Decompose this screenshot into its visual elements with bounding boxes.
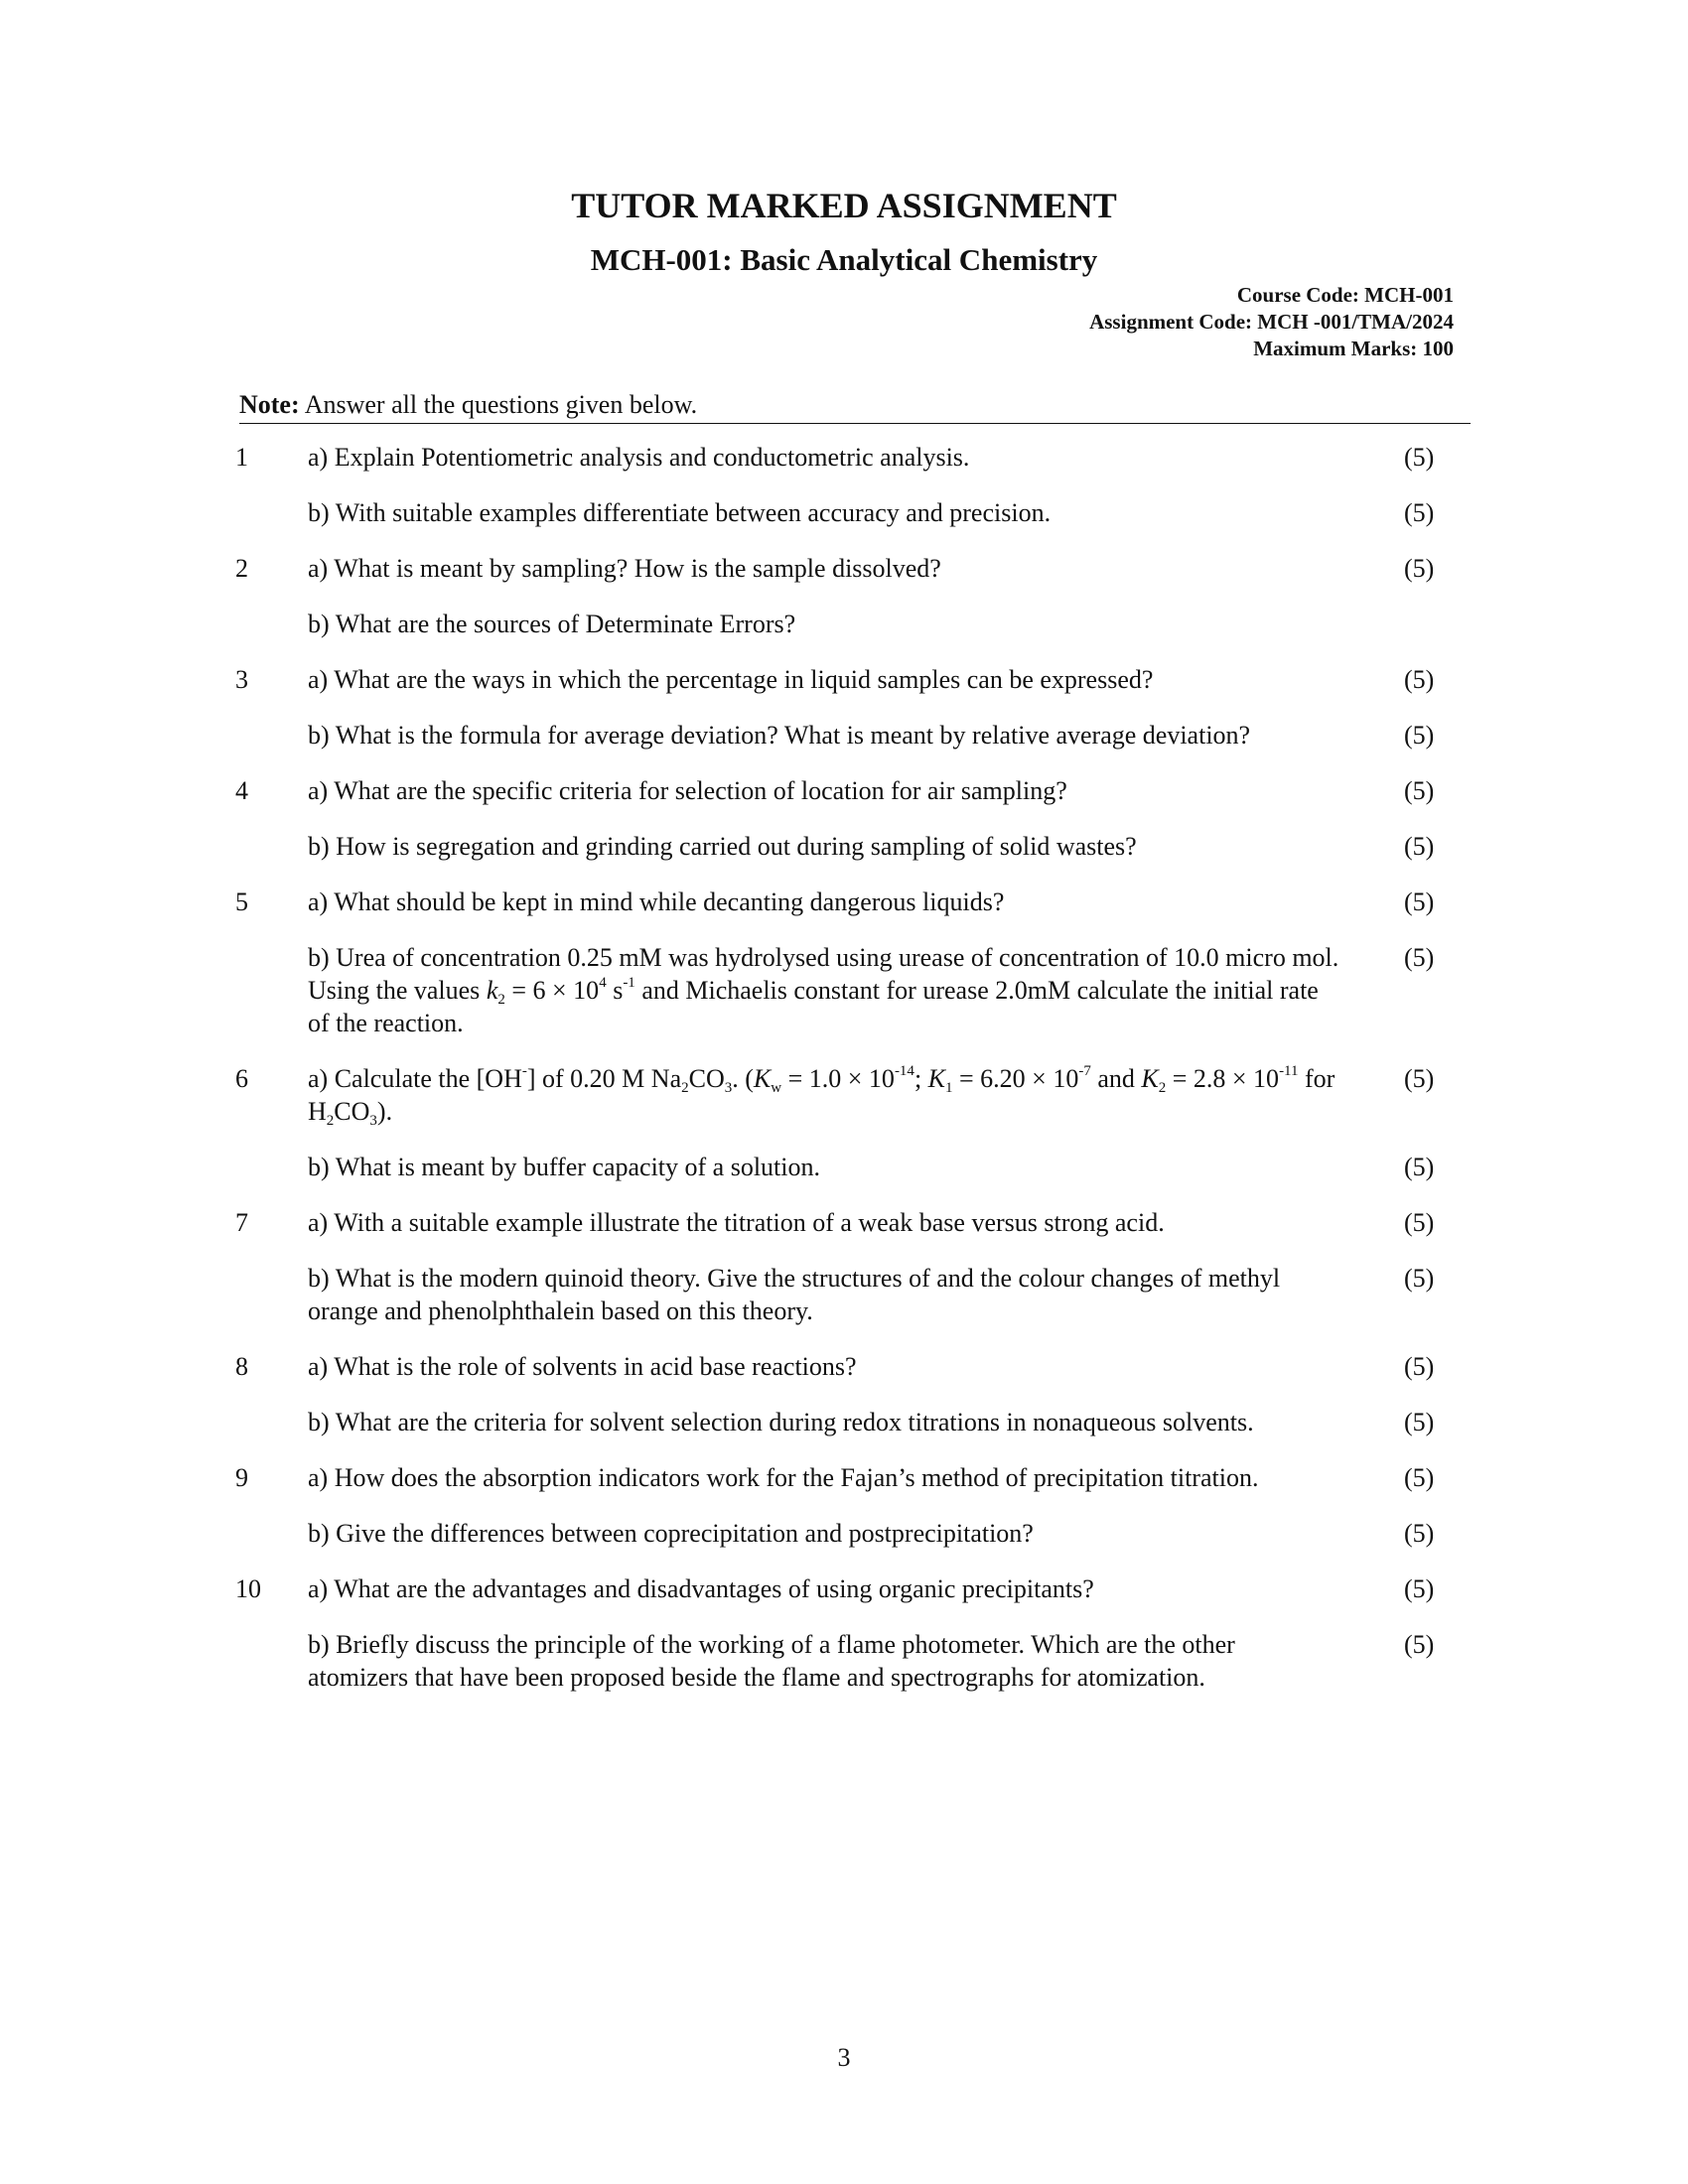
- question-part: [0, 1628, 1688, 1694]
- question-part: [0, 1062, 1688, 1128]
- question-part: [0, 496, 1688, 529]
- question-marks: (5): [1404, 1153, 1435, 1181]
- question-marks: (5): [1404, 943, 1435, 972]
- question-part: [0, 1517, 1688, 1550]
- question-list: [0, 441, 1688, 1716]
- question-text: b) With suitable examples differentiate between accuracy and precision.: [308, 498, 1052, 527]
- question-part: [0, 886, 1688, 918]
- question-text: a) What is the role of solvents in acid base reactions?: [308, 1352, 857, 1381]
- question-marks: (5): [1404, 887, 1435, 916]
- question-text: a) What are the ways in which the percentage in liquid samples can be expressed?: [308, 665, 1154, 694]
- maximum-marks: Maximum Marks: 100: [1253, 337, 1454, 360]
- question-part: [0, 608, 1688, 640]
- question-marks: (5): [1404, 443, 1435, 472]
- page-number: 3: [837, 2043, 851, 2072]
- course-title: MCH-001: Basic Analytical Chemistry: [590, 242, 1098, 277]
- question-part: [0, 1262, 1688, 1327]
- question-text: a) What are the specific criteria for selection of location for air sampling?: [308, 776, 1067, 805]
- assignment-code: Assignment Code: MCH -001/TMA/2024: [1089, 310, 1454, 334]
- question-marks: (5): [1404, 1208, 1435, 1237]
- note-label: Note:: [239, 390, 300, 419]
- question-marks: (5): [1404, 721, 1435, 750]
- question-marks: (5): [1404, 1574, 1435, 1603]
- question-number: 10: [235, 1574, 261, 1603]
- course-code: Course Code: MCH-001: [1236, 283, 1454, 307]
- question-marks: (5): [1404, 498, 1435, 527]
- note-text: Answer all the questions given below.: [304, 390, 698, 419]
- question-part: [0, 941, 1688, 1039]
- question-part: [0, 441, 1688, 474]
- question-text: b) What are the sources of Determinate Errors?: [308, 610, 796, 638]
- note: [239, 390, 697, 420]
- question-number: 7: [235, 1208, 248, 1237]
- question-text: b) How is segregation and grinding carried out during sampling of solid wastes?: [308, 832, 1137, 861]
- question-part: [0, 1151, 1688, 1183]
- question-text: a) What should be kept in mind while decanting dangerous liquids?: [308, 887, 1005, 916]
- question-part: [0, 1461, 1688, 1494]
- question-text: b) Briefly discuss the principle of the working of a flame photometer. Which are the other atomizers that have been proposed beside the flame and spectrographs for atomization.: [308, 1630, 1235, 1692]
- question-marks: (5): [1404, 1064, 1435, 1093]
- question-part: [0, 719, 1688, 751]
- question-part: [0, 1206, 1688, 1239]
- question-marks: (5): [1404, 1519, 1435, 1548]
- question-text: a) Calculate the [OH-] of 0.20 M $Na_2CO_3$. ($K_w = 1.0 \times 10^{-14}$; $K_1 = 6.20 \times 10^{-7}$ and $K_2 = 2.8 \times 10^{-11}$ for $H_2CO_3$).: [308, 1063, 1336, 1129]
- divider: [239, 423, 1471, 424]
- assignment-meta: [1089, 282, 1454, 362]
- question-text: b) What is the formula for average deviation? What is meant by relative average deviation?: [308, 721, 1251, 750]
- question-number: 4: [235, 776, 248, 805]
- question-text: b) Give the differences between coprecipitation and postprecipitation?: [308, 1519, 1034, 1548]
- question-part: [0, 830, 1688, 863]
- question-number: 5: [235, 887, 248, 916]
- question-text: b) What are the criteria for solvent selection during redox titrations in nonaqueous solvents.: [308, 1408, 1254, 1436]
- question-marks: (5): [1404, 1408, 1435, 1436]
- question-number: 8: [235, 1352, 248, 1381]
- question-number: 6: [235, 1064, 248, 1093]
- question-text: b) What is the modern quinoid theory. Give the structures of and the colour changes of methyl orange and phenolphthalein based on this theory.: [308, 1264, 1281, 1325]
- question-marks: (5): [1404, 1264, 1435, 1293]
- question-part: [0, 1406, 1688, 1438]
- question-text: a) What is meant by sampling? How is the sample dissolved?: [308, 554, 941, 583]
- question-text: a) Explain Potentiometric analysis and conductometric analysis.: [308, 443, 970, 472]
- question-part: [0, 774, 1688, 807]
- question-marks: (5): [1404, 554, 1435, 583]
- question-marks: (5): [1404, 1352, 1435, 1381]
- question-part: [0, 552, 1688, 585]
- question-number: 9: [235, 1463, 248, 1492]
- question-marks: (5): [1404, 776, 1435, 805]
- question-text: b) Urea of concentration 0.25 mM was hydrolysed using urease of concentration of 10.0 micro mol. Using the values $k_2 = 6 \times 10^4$ $s^{-1}$ and Michaelis constant for urease 2.0mM calculate the initial rate of the reaction.: [308, 943, 1339, 1037]
- question-marks: (5): [1404, 1463, 1435, 1492]
- document-title: TUTOR MARKED ASSIGNMENT: [571, 186, 1117, 225]
- question-text: b) What is meant by buffer capacity of a solution.: [308, 1153, 821, 1181]
- question-text: a) What are the advantages and disadvantages of using organic precipitants?: [308, 1574, 1094, 1603]
- question-number: 3: [235, 665, 248, 694]
- question-marks: (5): [1404, 1630, 1435, 1659]
- question-number: 1: [235, 443, 248, 472]
- question-part: [0, 1350, 1688, 1383]
- question-text: a) With a suitable example illustrate the titration of a weak base versus strong acid.: [308, 1208, 1165, 1237]
- question-marks: (5): [1404, 665, 1435, 694]
- question-marks: (5): [1404, 832, 1435, 861]
- question-part: [0, 663, 1688, 696]
- question-text: a) How does the absorption indicators work for the Fajan’s method of precipitation titration.: [308, 1463, 1259, 1492]
- question-part: [0, 1572, 1688, 1605]
- question-number: 2: [235, 554, 248, 583]
